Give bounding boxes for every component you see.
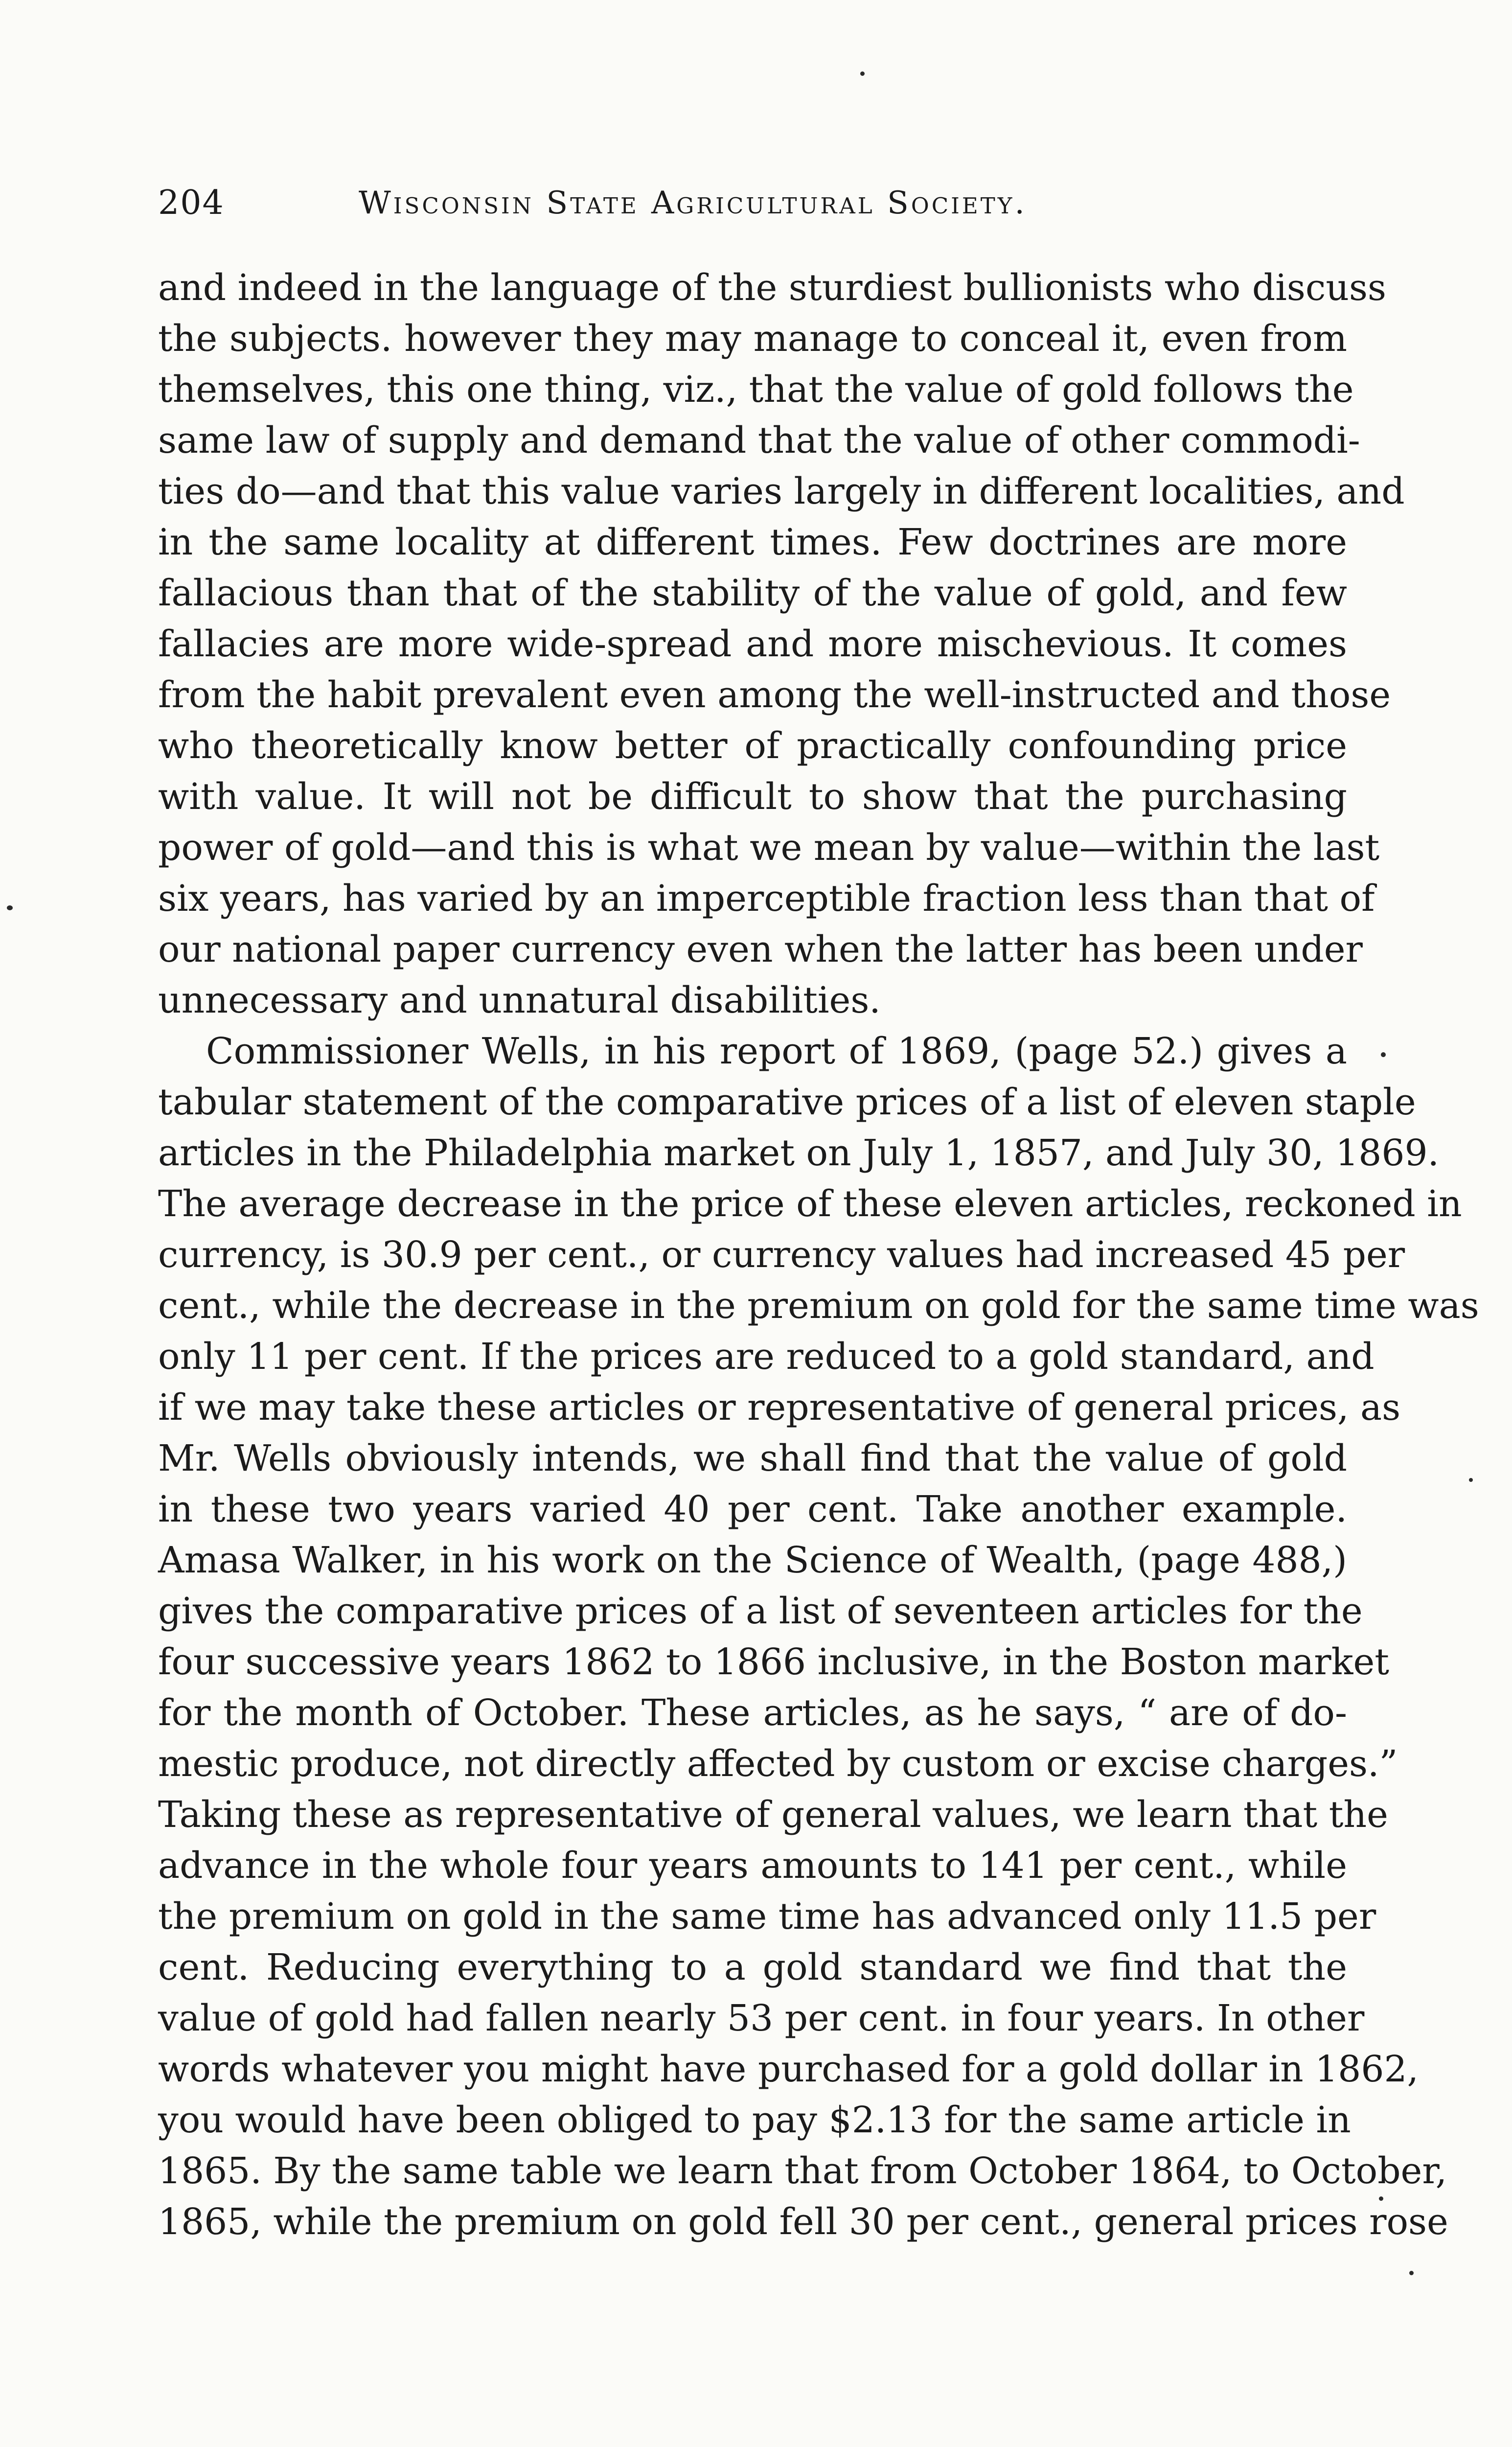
text-line: only 11 per cent. If the prices are reduced to a gold standard, and: [158, 1336, 1375, 1378]
text-line: the subjects. however they may manage to conceal it, even from: [158, 318, 1347, 360]
text-line: from the habit prevalent even among the well-instructed and those: [158, 674, 1391, 716]
text-line: six years, has varied by an imperceptible fraction less than that of: [158, 877, 1375, 920]
text-line: if we may take these articles or representative of general prices, as: [158, 1386, 1401, 1429]
text-line: with value. It will not be difficult to show that the purchasing: [158, 776, 1347, 818]
text-line: articles in the Philadelphia market on July 1, 1857, and July 30, 1869.: [158, 1132, 1440, 1174]
text-line: the premium on gold in the same time has advanced only 11.5 per: [158, 1895, 1376, 1938]
text-line: and indeed in the language of the sturdiest bullionists who discuss: [158, 267, 1386, 309]
text-line: 1865. By the same table we learn that from October 1864, to October,: [158, 2150, 1447, 2192]
text-line: advance in the whole four years amounts to 141 per cent., while: [158, 1845, 1347, 1887]
scan-speck: [860, 71, 865, 76]
text-line: The average decrease in the price of these eleven articles, reckoned in: [158, 1183, 1462, 1225]
text-line: in these two years varied 40 per cent. Take another example.: [158, 1488, 1347, 1530]
text-line: four successive years 1862 to 1866 inclusive, in the Boston market: [158, 1641, 1389, 1683]
text-line: Commissioner Wells, in his report of 1869, (page 52.) gives a: [206, 1030, 1347, 1072]
text-line: mestic produce, not directly affected by custom or excise charges.”: [158, 1743, 1398, 1785]
text-line: ties do—and that this value varies largely in different localities, and: [158, 470, 1405, 512]
running-title: Wisconsin State Agricultural Society.: [359, 185, 1027, 221]
text-line: 1865, while the premium on gold fell 30 per cent., general prices rose: [158, 2201, 1448, 2243]
text-line: themselves, this one thing, viz., that the value of gold follows the: [158, 369, 1354, 411]
running-head: [158, 176, 1347, 230]
text-line: fallacies are more wide-spread and more mischevious. It comes: [158, 623, 1347, 665]
text-line: our national paper currency even when the latter has been under: [158, 928, 1363, 970]
scan-speck: [1409, 2271, 1414, 2275]
text-line: same law of supply and demand that the value of other commodi-: [158, 419, 1360, 462]
text-line: currency, is 30.9 per cent., or currency values had increased 45 per: [158, 1234, 1405, 1276]
scan-speck: [7, 905, 13, 910]
text-line: for the month of October. These articles, as he says, “ are of do-: [158, 1692, 1347, 1734]
text-line: cent. Reducing everything to a gold standard we find that the: [158, 1946, 1347, 1988]
text-line: Taking these as representative of general values, we learn that the: [158, 1794, 1388, 1836]
page-number: 204: [158, 184, 225, 222]
text-line: value of gold had fallen nearly 53 per cent. in four years. In other: [158, 1997, 1365, 2039]
scan-speck: [1469, 1478, 1473, 1482]
text-line: unnecessary and unnatural disabilities.: [158, 979, 881, 1021]
body-text: [158, 262, 1479, 2247]
text-line: in the same locality at different times. Few doctrines are more: [158, 521, 1347, 563]
text-line: words whatever you might have purchased for a gold dollar in 1862,: [158, 2048, 1419, 2090]
text-line: fallacious than that of the stability of the value of gold, and few: [158, 572, 1347, 614]
text-line: cent., while the decrease in the premium on gold for the same time was: [158, 1285, 1479, 1327]
text-line: tabular statement of the comparative prices of a list of eleven staple: [158, 1081, 1416, 1123]
text-line: gives the comparative prices of a list of seventeen articles for the: [158, 1590, 1363, 1632]
scan-speck: [1381, 1052, 1386, 1057]
scan-speck: [1379, 2196, 1383, 2201]
text-line: Mr. Wells obviously intends, we shall find that the value of gold: [158, 1437, 1347, 1479]
text-line: power of gold—and this is what we mean by value—within the last: [158, 827, 1380, 869]
text-line: Amasa Walker, in his work on the Science of Wealth, (page 488,): [158, 1539, 1347, 1581]
text-line: you would have been obliged to pay $2.13 for the same article in: [158, 2099, 1351, 2141]
text-line: who theoretically know better of practically confounding price: [158, 725, 1347, 767]
